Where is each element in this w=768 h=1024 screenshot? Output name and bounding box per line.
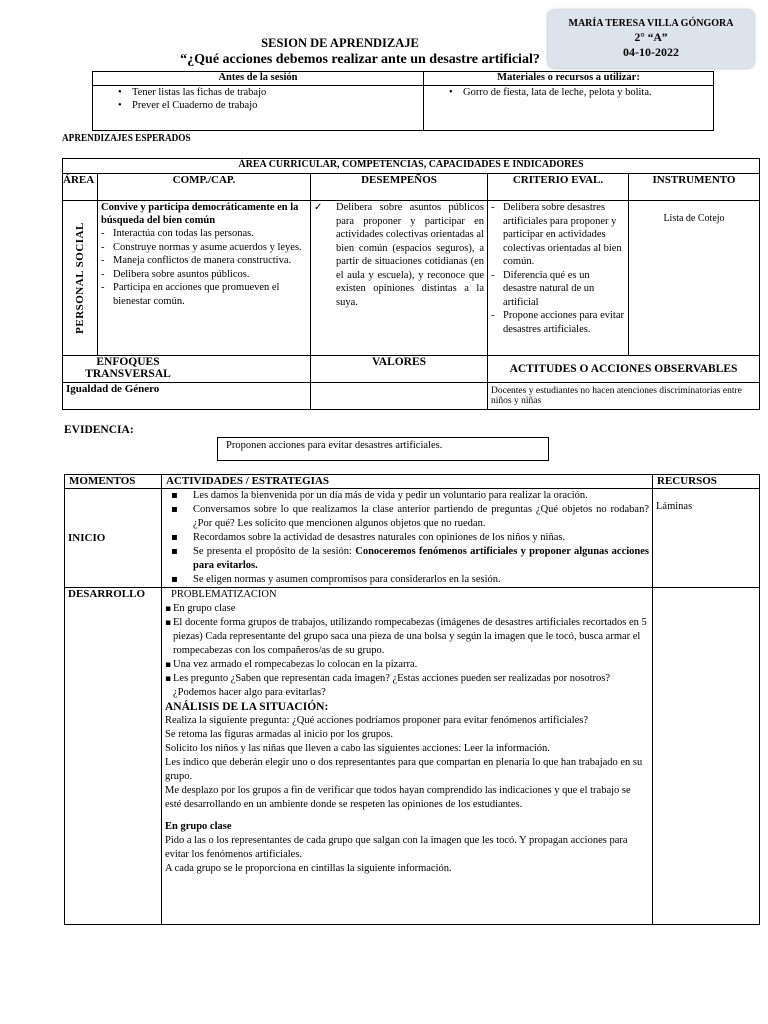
list-item: • Prever el Cuaderno de trabajo (118, 99, 420, 112)
enfoques-header-text: ENFOQUES TRANSVERSAL (85, 356, 171, 380)
criterio-item: - Delibera sobre desastres artificiales para proponer y participar en actividades colectivas orientadas al bien común. (491, 201, 625, 269)
analisis-paragraph: Se retoma las figuras armadas al inicio por los grupos. (165, 729, 394, 740)
area-cell (63, 201, 98, 356)
activity-item: ▪ Una vez armado el rompecabezas lo colocan en la pizarra. (165, 658, 649, 672)
instrumento-cell: Lista de Cotejo (629, 201, 760, 356)
actitud-cell: Docentes y estudiantes no hacen atenciones discriminatorias entre niños y niñas (488, 383, 760, 410)
momentos-header: MOMENTOS (65, 475, 162, 489)
valor-cell (311, 383, 488, 410)
activity-item: ▪ El docente forma grupos de trabajos, utilizando rompecabezas (imágenes de desastres artificiales recortados en 5 piezas) Cada representante del grupo saca una pieza de una bolsa y según la imagen que le tocó, busca armar el rompecabezas con los compañeros/as de su grupo. (165, 616, 649, 658)
activity-item: ▪ Les pregunto ¿Saben que representan cada imagen? ¿Estas acciones pueden ser realizadas por nosotros? ¿Podemos hacer algo para evitarlas? (165, 672, 649, 700)
evidencia-label: EVIDENCIA: (64, 424, 134, 436)
analisis-paragraph: Realiza la siguiente pregunta: ¿Qué acciones podríamos proponer para evitar fenómenos artificiales? (165, 715, 589, 726)
list-item: • Gorro de fiesta, lata de leche, pelota y bolita. (449, 86, 710, 99)
analisis-paragraph: Solicito los niños y las niñas que lleven a cabo las siguientes acciones: Leer la información. (165, 743, 550, 754)
capacidad-item: - Delibera sobre asuntos públicos. (101, 268, 307, 282)
actitudes-header: ACTITUDES O ACCIONES OBSERVABLES (488, 356, 760, 383)
grupo-clase-paragraph: Pido a las o los representantes de cada grupo que salgan con la imagen que les tocó. Y propagan acciones para evitar los fenómenos artificiales. (165, 835, 628, 860)
enfoques-header (63, 356, 311, 383)
analisis-title: ANÁLISIS DE LA SITUACIÓN: (165, 701, 329, 713)
instrumento-header: INSTRUMENTO (629, 174, 760, 201)
capacidad-item: - Maneja conflictos de manera constructiva. (101, 254, 307, 268)
grade: 2° “A” (634, 32, 668, 44)
before-session-cell (93, 86, 424, 131)
competencias-table (62, 158, 760, 410)
inicio-recursos: Láminas (653, 489, 760, 588)
criterio-item: - Propone acciones para evitar desastres artificiales. (491, 309, 625, 336)
aprendizajes-label: APRENDIZAJES ESPERADOS (62, 133, 191, 144)
problematizacion-title: PROBLEMATIZACION (171, 589, 277, 600)
session-question: “¿Qué acciones debemos realizar ante un desastre artificial? (180, 52, 540, 67)
activity-item: ▪ En grupo clase (165, 602, 649, 616)
proposito-text: Conoceremos fenómenos artificiales y proponer algunas acciones para evitarlos. (193, 546, 649, 571)
list-item: • Tener listas las fichas de trabajo (118, 86, 420, 99)
comp-cell (98, 201, 311, 356)
capacidad-item: - Construye normas y asume acuerdos y leyes. (101, 241, 307, 255)
date: 04-10-2022 (623, 45, 679, 59)
materials-header: Materiales o recursos a utilizar: (424, 72, 714, 86)
criterio-header: CRITERIO EVAL. (488, 174, 629, 201)
table-caption: ÁREA CURRICULAR, COMPETENCIAS, CAPACIDADES E INDICADORES (63, 159, 760, 174)
capacidad-item: - Participa en acciones que promueven el bienestar común. (101, 281, 307, 308)
analisis-paragraph: Me desplazo por los grupos a fin de verificar que todos hayan comprendido las indicaciones y que el trabajo se esté desarrollando en un ambiente donde se respeten las opiniones de los estudiantes. (165, 785, 631, 810)
analisis-paragraph: Les indico que deberán elegir uno o dos representantes para que compartan en plenaria lo que han trabajado en su grupo. (165, 757, 643, 782)
activity-item: ▪ Recordamos sobre la actividad de desastres naturales con opiniones de los niños y niñas. (171, 531, 649, 545)
activity-item: ▪ Les damos la bienvenida por un día más de vida y pedir un voluntario para realizar la oración. (171, 489, 649, 503)
inicio-activities (162, 489, 653, 588)
evidencia-box: Proponen acciones para evitar desastres artificiales. (217, 437, 549, 461)
capacidad-item: - Interactúa con todas las personas. (101, 227, 307, 241)
page-title: SESION DE APRENDIZAJE (261, 36, 419, 50)
grupo-clase-paragraph: A cada grupo se le proporciona en cintillas la siguiente información. (165, 863, 452, 874)
activity-item: ▪ Conversamos sobre lo que realizamos la clase anterior partiendo de preguntas ¿Qué objetos no rodaban? ¿Por qué? Les solicito que mencionen algunos objetos que no ruedan. (171, 503, 649, 531)
inicio-label: INICIO (65, 489, 162, 588)
criterio-cell (488, 201, 629, 356)
comp-header: COMP./CAP. (98, 174, 311, 201)
teacher-name: MARÍA TERESA VILLA GÓNGORA (568, 18, 734, 29)
activity-item: ▪ Se eligen normas y asumen compromisos para considerarlos en la sesión. (171, 573, 649, 587)
competencia-title: Convive y participa democráticamente en la búsqueda del bien común (101, 202, 299, 226)
desempenos-header: DESEMPEÑOS (311, 174, 488, 201)
preparation-table (92, 71, 714, 131)
area-header: ÁREA (63, 174, 98, 201)
desarrollo-activities (162, 588, 653, 925)
proposito-intro: Se presenta el propósito de la sesión: (193, 546, 356, 557)
activity-item (171, 545, 649, 573)
enfoque-cell: Igualdad de Género (63, 383, 311, 410)
desempeno-cell (311, 201, 488, 356)
materials-cell (424, 86, 714, 131)
before-session-header: Antes de la sesión (93, 72, 424, 86)
area-name: PERSONAL SOCIAL (74, 222, 86, 334)
desempeno-text: ✓ Delibera sobre asuntos públicos para proponer y participar en actividades colectivas orientadas al bien común (espacios seguros), a partir de situaciones cotidianas (en el aula y escuela), y reconoce que existen opiniones distintas a la suya. (314, 201, 484, 309)
valores-header: VALORES (311, 356, 488, 383)
moments-table (64, 474, 760, 925)
grupo-clase-title: En grupo clase (165, 821, 232, 832)
actividades-header: ACTIVIDADES / ESTRATEGIAS (162, 475, 653, 489)
desarrollo-label: DESARROLLO (65, 588, 162, 925)
desarrollo-recursos (653, 588, 760, 925)
criterio-item: - Diferencia qué es un desastre natural de un artificial (491, 269, 625, 310)
recursos-header: RECURSOS (653, 475, 760, 489)
